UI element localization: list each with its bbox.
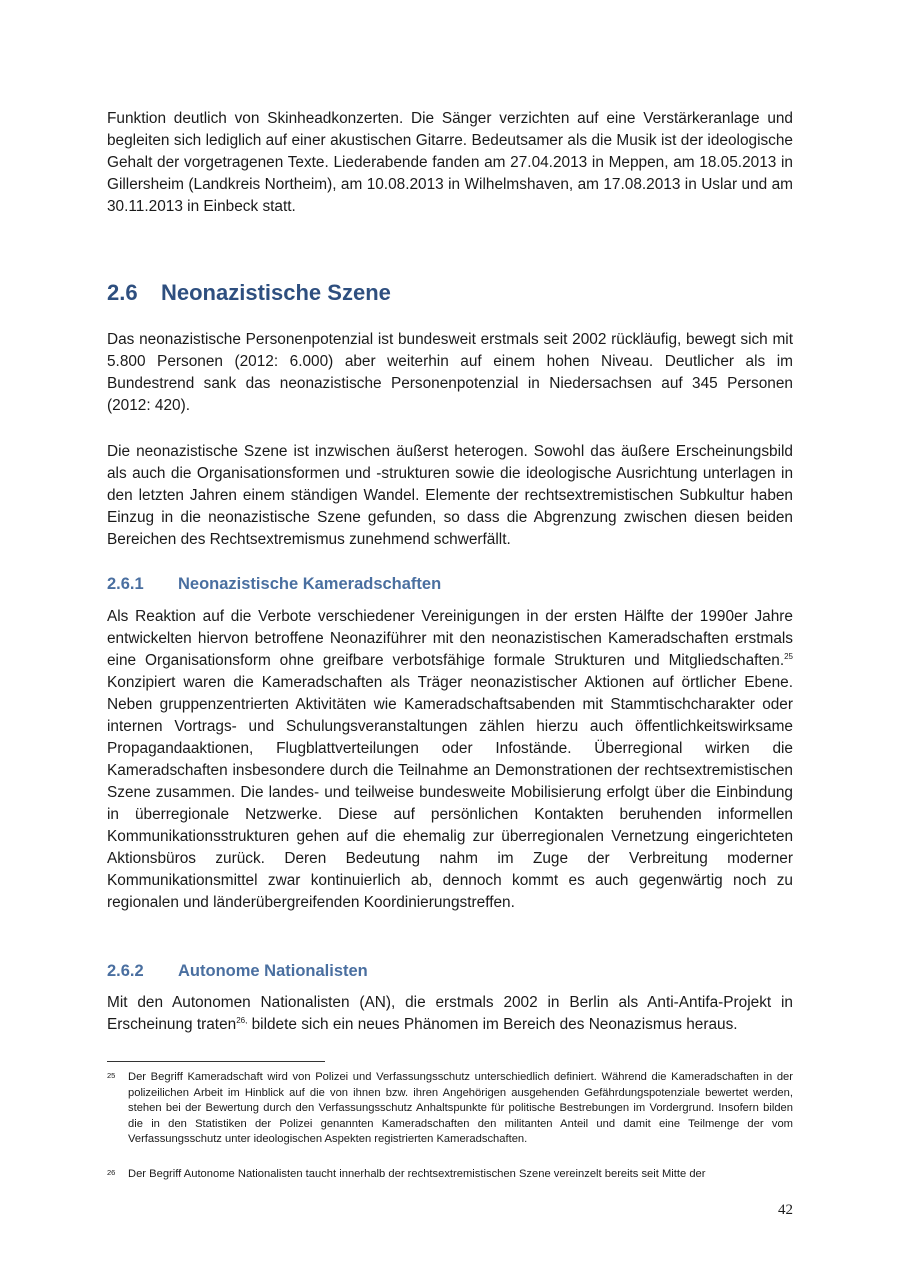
paragraph-text: Mit den Autonomen Nationalisten (AN), die erstmals 2002 in Berlin als Anti-Antifa-Projekt in Erscheinung traten	[107, 994, 793, 1033]
page-number: 42	[778, 1202, 793, 1218]
footnote-text: Der Begriff Autonome Nationalisten taucht innerhalb der rechtsextremistischen Szene vereinzelt bereits seit Mitte der	[128, 1168, 706, 1180]
paragraph-text: Konzipiert waren die Kameradschaften als Träger neonazistischer Aktionen auf örtlicher Ebene. Neben gruppenzentrierten Aktivitäten wie Kameradschaftsabenden mit Stammtischcharakter oder internen Vortrags- und Schulungsveranstaltungen zählen hierzu auch öffentlichkeitswirksame Propagandaaktionen, Flugblattverteilungen oder Infostände. Überregional wirken die Kameradschaften insbesondere durch die Teilnahme an Demonstrationen der rechtsextremistischen Szene zusammen. Die landes- und teilweise bundesweite Mobilisierung erfolgt über die Einbindung in überregionale Netzwerke. Diese auf persönlichen Kontakten beruhenden informellen Kommunikationsstrukturen gehen auf die ehemalig zur überregionalen Vernetzung eingerichteten Aktionsbüros zurück. Deren Bedeutung nahm im Zuge der Verbreitung moderner Kommunikationsmittel zwar kontinuierlich ab, dennoch kommt es auch gegenwärtig noch zu regionalen und länderübergreifenden Koordinierungstreffen.	[107, 674, 793, 911]
section-heading-2-6-2	[107, 960, 368, 982]
kameradschaften-paragraph	[107, 606, 793, 914]
autonome-nationalisten-paragraph	[107, 992, 793, 1036]
footnote-number: 26	[107, 1168, 116, 1177]
section-number: 2.6.2	[107, 962, 144, 980]
neonazi-scene-paragraph-2: Die neonazistische Szene ist inzwischen äußerst heterogen. Sowohl das äußere Erscheinungsbild als auch die Organisationsformen und -strukturen sowie die ideologische Ausrichtung unterlagen in den letzten Jahren einem ständigen Wandel. Elemente der rechtsextremistischen Subkultur haben Einzug in die neonazistische Szene gefunden, so dass die Abgrenzung zwischen diesen beiden Bereichen des Rechtsextremismus zunehmend schwerfällt.	[107, 443, 793, 548]
footnote-25	[107, 1070, 793, 1148]
footnote-text: Der Begriff Kameradschaft wird von Polizei und Verfassungsschutz unterschiedlich definiert. Während die Kameradschaften in der polizeilichen Arbeit im Hinblick auf die von ihnen bzw. ihren Angehörigen ausgehenden Gefährdungspotenziale bewertet werden, stehen bei der Bewertung durch den Verfassungsschutz Anhaltspunkte für politische Bestrebungen im Vordergrund. Insofern bilden die in den Statistiken der Polizei genannten Kameradschaften den militanten Anteil und damit eine Teilmenge der vom Verfassungsschutz unter ideologischen Aspekten registrierten Kameradschaften.	[128, 1071, 793, 1146]
neonazi-scene-paragraph-1: Das neonazistische Personenpotenzial ist bundesweit erstmals seit 2002 rückläufig, bewegt sich mit 5.800 Personen (2012: 6.000) aber weiterhin auf einem hohen Niveau. Deutlicher als im Bundestrend sank das neonazistische Personenpotenzial in Niedersachsen auf 345 Personen (2012: 420).	[107, 331, 793, 414]
paragraph-text: Als Reaktion auf die Verbote verschiedener Vereinigungen in der ersten Hälfte der 1990er Jahre entwickelten hiervon betroffene Neonaziführer mit den neonazistischen Kameradschaften erstmals eine Organisationsform ohne greifbare verbotsfähige formale Strukturen und Mitgliedschaften.	[107, 608, 793, 669]
section-title: Autonome Nationalisten	[178, 962, 368, 980]
section-heading-2-6	[107, 279, 391, 307]
intro-paragraph: Funktion deutlich von Skinheadkonzerten. Die Sänger verzichten auf eine Verstärkeranlage und begleiten sich lediglich auf einer akustischen Gitarre. Bedeutsamer als die Musik ist der ideologische Gehalt der vorgetragenen Texte. Liederabende fanden am 27.04.2013 in Meppen, am 18.05.2013 in Gillersheim (Landkreis Northeim), am 10.08.2013 in Wilhelmshaven, am 17.08.2013 in Uslar und am 30.11.2013 in Einbeck statt.	[107, 110, 793, 215]
footnote-reference-26[interactable]: 26,	[236, 1015, 248, 1025]
footnote-separator	[107, 1061, 325, 1062]
section-title: Neonazistische Kameradschaften	[178, 575, 442, 593]
footnote-number: 25	[107, 1071, 116, 1080]
section-number: 2.6.1	[107, 575, 144, 593]
footnote-26	[107, 1167, 793, 1183]
section-number: 2.6	[107, 280, 138, 305]
paragraph-text: bildete sich ein neues Phänomen im Bereich des Neonazismus heraus.	[247, 1016, 738, 1033]
section-heading-2-6-1	[107, 573, 441, 595]
section-title: Neonazistische Szene	[161, 280, 391, 305]
footnote-reference-25[interactable]: 25	[784, 651, 793, 661]
